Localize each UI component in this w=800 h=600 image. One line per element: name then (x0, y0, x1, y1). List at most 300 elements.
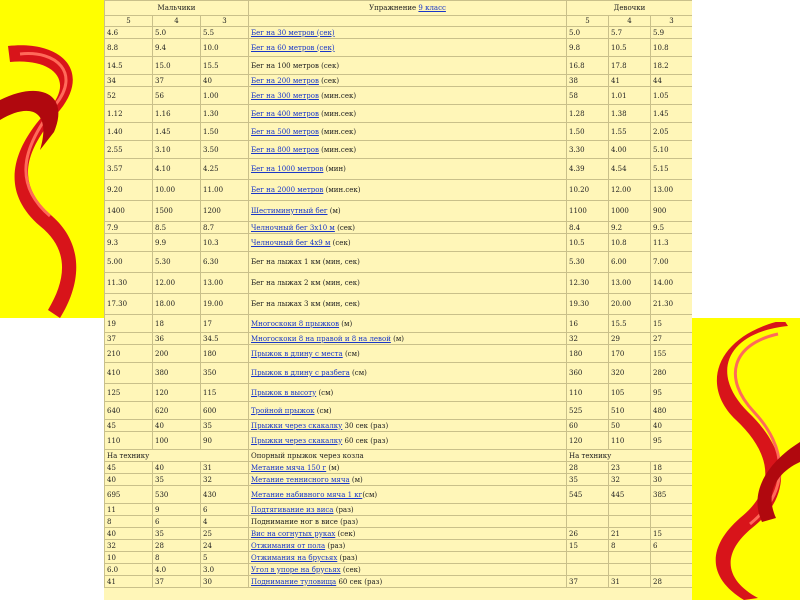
boys-grade-5-cell: 41 (105, 576, 153, 588)
table-row (105, 39, 693, 57)
table-row (105, 363, 693, 384)
exercise-link[interactable]: Подтягивание из виса (251, 505, 334, 514)
boys-grade-5-cell: 37 (105, 333, 153, 345)
red-ribbon-right-icon (688, 322, 800, 600)
table-row (105, 141, 693, 159)
boys-grade-5-cell: 6.0 (105, 564, 153, 576)
girls-grade-4-cell: 110 (609, 432, 651, 450)
boys-grade-4-cell: 28 (153, 540, 201, 552)
girls-grade-3-cell: 5.9 (651, 27, 693, 39)
grade-boys-5: 5 (105, 16, 153, 27)
boys-grade-4-cell: 40 (153, 420, 201, 432)
exercise-cell (249, 315, 567, 333)
girls-grade-3-cell: 15 (651, 528, 693, 540)
table-row (105, 123, 693, 141)
boys-grade-5-cell: 695 (105, 486, 153, 504)
girls-grade-3-cell: 13.00 (651, 180, 693, 201)
boys-grade-5-cell: 5.00 (105, 252, 153, 273)
boys-grade-4-cell: 12.00 (153, 273, 201, 294)
table-row (105, 552, 693, 564)
girls-grade-3-cell: 21.30 (651, 294, 693, 315)
girls-grade-4-cell: 4.00 (609, 141, 651, 159)
girls-grade-3-cell: 2.05 (651, 123, 693, 141)
boys-grade-3-cell: 32 (201, 474, 249, 486)
exercise-link[interactable]: Бег на 60 метров (сек) (251, 43, 335, 52)
girls-grade-4-cell: 8 (609, 540, 651, 552)
exercise-unit: Бег на 100 метров (сек) (251, 61, 340, 70)
boys-grade-4-cell: 15.0 (153, 57, 201, 75)
exercise-link[interactable]: Тройной прыжок (251, 406, 315, 415)
girls-grade-3-cell (651, 516, 693, 528)
girls-grade-5-cell: 120 (567, 432, 609, 450)
boys-grade-5-cell: 34 (105, 75, 153, 87)
boys-grade-5-cell: 2.55 (105, 141, 153, 159)
exercise-link[interactable]: Бег на 1000 метров (251, 165, 324, 173)
table-row (105, 57, 693, 75)
exercise-cell (249, 333, 567, 345)
girls-grade-4-cell: 20.00 (609, 294, 651, 315)
boys-grade-3-cell: 17 (201, 315, 249, 333)
table-row (105, 294, 693, 315)
girls-grade-3-cell (651, 504, 693, 516)
exercise-link[interactable]: Прыжок в длину с места (251, 349, 343, 358)
boys-grade-4-cell: 4.10 (153, 159, 201, 180)
exercise-link[interactable]: Бег на 2000 метров (251, 186, 324, 194)
girls-grade-5-cell (567, 552, 609, 564)
boys-grade-3-cell: 5.5 (201, 27, 249, 39)
boys-grade-5-cell: 11.30 (105, 273, 153, 294)
exercise-link[interactable]: Многоскоки 8 прыжков (251, 319, 340, 328)
exercise-cell (249, 345, 567, 363)
boys-grade-3-cell: 115 (201, 384, 249, 402)
girls-grade-3-cell: 900 (651, 201, 693, 222)
girls-grade-5-cell (567, 516, 609, 528)
boys-grade-5-cell: 9.20 (105, 180, 153, 201)
exercise-cell (249, 516, 567, 528)
table-row (105, 540, 693, 552)
boys-grade-4-cell: 4.0 (153, 564, 201, 576)
table-row (105, 402, 693, 420)
girls-grade-3-cell: 9.5 (651, 222, 693, 234)
exercise-link[interactable]: Метание набивного мяча 1 кг (251, 490, 363, 499)
boys-grade-3-cell: 90 (201, 432, 249, 450)
girls-grade-4-cell: 170 (609, 345, 651, 363)
boys-grade-5-cell: 640 (105, 402, 153, 420)
table-row (105, 273, 693, 294)
exercise-unit: (мин.сек) (318, 145, 357, 154)
boys-grade-4-cell: 8.5 (153, 222, 201, 234)
exercise-cell (249, 159, 567, 180)
boys-grade-3-cell: 180 (201, 345, 249, 363)
boys-grade-3-cell: 3.0 (201, 564, 249, 576)
girls-grade-5-cell: 9.8 (567, 39, 609, 57)
girls-grade-4-cell: 1.55 (609, 123, 651, 141)
grade-boys-4: 4 (153, 16, 201, 27)
exercise-cell (249, 474, 567, 486)
boys-grade-3-cell: 350 (201, 363, 249, 384)
girls-grade-5-cell: 38 (567, 75, 609, 87)
girls-grade-5-cell: 1.50 (567, 123, 609, 141)
exercise-cell (249, 27, 567, 39)
exercise-cell (249, 552, 567, 564)
table-row (105, 27, 693, 39)
exercise-link[interactable]: Метание мяча 150 г (251, 463, 327, 472)
boys-grade-5-cell: 52 (105, 87, 153, 105)
exercise-cell (249, 402, 567, 420)
boys-technique-cell: На технику (105, 450, 249, 462)
boys-grade-5-cell: 10 (105, 552, 153, 564)
girls-grade-5-cell: 110 (567, 384, 609, 402)
exercise-unit: (м) (326, 463, 340, 472)
girls-grade-3-cell: 280 (651, 363, 693, 384)
exercise-cell (249, 222, 567, 234)
boys-grade-3-cell: 5 (201, 552, 249, 564)
girls-grade-4-cell: 10.5 (609, 39, 651, 57)
girls-grade-5-cell: 525 (567, 402, 609, 420)
standards-sheet (104, 0, 692, 600)
boys-grade-5-cell: 3.57 (105, 159, 153, 180)
table-row (105, 384, 693, 402)
table-row (105, 576, 693, 588)
table-row (105, 159, 693, 180)
exercise-unit: Бег на лыжах 3 км (мин, сек) (251, 300, 360, 308)
girls-grade-4-cell: 13.00 (609, 273, 651, 294)
girls-grade-3-cell: 14.00 (651, 273, 693, 294)
boys-grade-3-cell: 24 (201, 540, 249, 552)
exercise-cell (249, 87, 567, 105)
exercise-link[interactable]: Метание теннисного мяча (251, 475, 350, 484)
exercise-unit: 60 сек (раз) (342, 436, 389, 445)
table-row (105, 564, 693, 576)
exercise-cell (249, 576, 567, 588)
exercise-unit: Бег на лыжах 1 км (мин, сек) (251, 258, 360, 266)
table-row (105, 474, 693, 486)
exercise-link[interactable]: Отжимания на брусьях (251, 553, 338, 562)
exercise-unit: 60 сек (раз) (336, 577, 383, 586)
boys-grade-4-cell: 380 (153, 363, 201, 384)
table-row (105, 450, 693, 462)
boys-grade-5-cell: 410 (105, 363, 153, 384)
girls-grade-4-cell: 17.8 (609, 57, 651, 75)
boys-grade-3-cell: 10.0 (201, 39, 249, 57)
girls-grade-5-cell: 5.30 (567, 252, 609, 273)
girls-grade-5-cell: 60 (567, 420, 609, 432)
exercise-link[interactable]: Прыжок в длину с разбега (251, 369, 350, 377)
girls-grade-4-cell: 12.00 (609, 180, 651, 201)
boys-grade-4-cell: 8 (153, 552, 201, 564)
table-row (105, 222, 693, 234)
girls-grade-5-cell: 35 (567, 474, 609, 486)
boys-grade-4-cell: 6 (153, 516, 201, 528)
boys-grade-3-cell: 34.5 (201, 333, 249, 345)
boys-grade-4-cell: 10.00 (153, 180, 201, 201)
exercise-link[interactable]: Вис на согнутых руках (251, 529, 336, 538)
exercise-link[interactable]: Бег на 500 метров (251, 127, 319, 136)
girls-grade-5-cell (567, 564, 609, 576)
girls-grade-5-cell: 15 (567, 540, 609, 552)
girls-grade-4-cell: 29 (609, 333, 651, 345)
exercise-link[interactable]: Бег на 400 метров (251, 109, 319, 118)
table-row (105, 345, 693, 363)
girls-grade-4-cell (609, 504, 651, 516)
exercise-cell (249, 432, 567, 450)
girls-grade-3-cell: 95 (651, 432, 693, 450)
exercise-unit: (см) (342, 349, 360, 358)
girls-grade-3-cell: 1.45 (651, 105, 693, 123)
exercise-unit: (м) (339, 319, 353, 328)
girls-grade-5-cell: 16 (567, 315, 609, 333)
exercise-link[interactable]: Шестиминутный бег (251, 207, 328, 215)
boys-grade-4-cell: 3.10 (153, 141, 201, 159)
exercise-cell (249, 180, 567, 201)
grade-girls-4: 4 (609, 16, 651, 27)
boys-grade-4-cell: 9.9 (153, 234, 201, 252)
girls-grade-4-cell: 1.38 (609, 105, 651, 123)
exercise-unit: (м) (390, 334, 404, 343)
girls-grade-5-cell: 16.8 (567, 57, 609, 75)
girls-grade-3-cell: 18 (651, 462, 693, 474)
boys-grade-5-cell: 210 (105, 345, 153, 363)
corner-white-bottom-left (0, 318, 104, 600)
boys-grade-4-cell: 18.00 (153, 294, 201, 315)
exercise-link[interactable]: Бег на 30 метров (сек) (251, 28, 335, 37)
exercise-unit: (раз) (333, 505, 354, 514)
boys-grade-3-cell: 25 (201, 528, 249, 540)
girls-grade-4-cell: 10.8 (609, 234, 651, 252)
table-row (105, 180, 693, 201)
girls-grade-3-cell: 30 (651, 474, 693, 486)
boys-grade-3-cell: 4 (201, 516, 249, 528)
exercise-unit: (см) (362, 490, 378, 499)
exercise-link[interactable]: Угол в упоре на брусьях (251, 565, 341, 574)
girls-grade-3-cell: 1.05 (651, 87, 693, 105)
table-row (105, 462, 693, 474)
table-row (105, 420, 693, 432)
boys-grade-5-cell: 8.8 (105, 39, 153, 57)
exercise-unit: (мин.сек) (318, 127, 357, 136)
exercise-link[interactable]: Прыжки через скакалку (251, 436, 343, 445)
girls-grade-4-cell (609, 564, 651, 576)
boys-grade-4-cell: 36 (153, 333, 201, 345)
boys-grade-3-cell: 10.3 (201, 234, 249, 252)
boys-grade-5-cell: 14.5 (105, 57, 153, 75)
table-row (105, 234, 693, 252)
exercise-link[interactable]: Прыжок в высоту (251, 388, 317, 397)
girls-grade-5-cell: 5.0 (567, 27, 609, 39)
boys-grade-3-cell: 1.30 (201, 105, 249, 123)
exercise-unit: (сек) (330, 238, 351, 247)
exercise-cell (249, 201, 567, 222)
table-row (105, 87, 693, 105)
exercise-link[interactable]: Поднимание туловища (251, 577, 337, 586)
boys-grade-4-cell: 1.16 (153, 105, 201, 123)
exercise-link[interactable]: Бег на 300 метров (251, 91, 319, 100)
exercise-unit: (раз) (337, 553, 358, 562)
boys-grade-4-cell: 18 (153, 315, 201, 333)
exercise-unit: (мин.сек) (323, 186, 361, 194)
girls-grade-5-cell: 10.20 (567, 180, 609, 201)
exercise-cell (249, 486, 567, 504)
table-row (105, 252, 693, 273)
boys-grade-3-cell: 3.50 (201, 141, 249, 159)
girls-grade-3-cell: 15 (651, 315, 693, 333)
table-header-row (105, 1, 693, 16)
girls-grade-4-cell: 445 (609, 486, 651, 504)
girls-grade-5-cell: 3.30 (567, 141, 609, 159)
boys-grade-3-cell: 6.30 (201, 252, 249, 273)
boys-grade-4-cell: 35 (153, 474, 201, 486)
boys-grade-5-cell: 1.40 (105, 123, 153, 141)
boys-grade-5-cell: 1.12 (105, 105, 153, 123)
girls-grade-5-cell: 32 (567, 333, 609, 345)
girls-grade-3-cell: 28 (651, 576, 693, 588)
exercise-link[interactable]: Многоскоки 8 на правой и 8 на левой (251, 334, 391, 343)
girls-grade-4-cell: 23 (609, 462, 651, 474)
exercise-unit: (м) (349, 475, 363, 484)
exercise-unit: 30 сек (раз) (342, 421, 389, 430)
boys-grade-4-cell: 5.0 (153, 27, 201, 39)
boys-grade-3-cell: 35 (201, 420, 249, 432)
exercise-cell (249, 39, 567, 57)
girls-grade-4-cell: 510 (609, 402, 651, 420)
girls-grade-5-cell: 360 (567, 363, 609, 384)
exercise-cell (249, 75, 567, 87)
boys-grade-4-cell: 9.4 (153, 39, 201, 57)
girls-grade-4-cell: 50 (609, 420, 651, 432)
exercise-cell (249, 564, 567, 576)
boys-grade-4-cell: 1500 (153, 201, 201, 222)
girls-grade-4-cell: 31 (609, 576, 651, 588)
girls-grade-4-cell: 1.01 (609, 87, 651, 105)
girls-grade-4-cell: 9.2 (609, 222, 651, 234)
girls-grade-5-cell: 58 (567, 87, 609, 105)
exercise-cell (249, 234, 567, 252)
boys-grade-4-cell: 620 (153, 402, 201, 420)
boys-grade-4-cell: 37 (153, 576, 201, 588)
girls-grade-4-cell: 32 (609, 474, 651, 486)
table-row (105, 105, 693, 123)
exercise-cell (249, 528, 567, 540)
exercise-unit: (см) (349, 369, 367, 377)
girls-grade-4-cell: 105 (609, 384, 651, 402)
exercise-cell (249, 363, 567, 384)
girls-grade-5-cell: 180 (567, 345, 609, 363)
boys-grade-5-cell: 7.9 (105, 222, 153, 234)
exercise-cell (249, 123, 567, 141)
corner-white-top-right (688, 0, 800, 318)
boys-grade-3-cell: 19.00 (201, 294, 249, 315)
standards-table (104, 0, 692, 588)
girls-grade-3-cell: 7.00 (651, 252, 693, 273)
exercise-unit: (мин.сек) (318, 109, 357, 118)
girls-grade-5-cell: 1100 (567, 201, 609, 222)
exercise-link[interactable]: Бег на 800 метров (251, 145, 319, 154)
girls-grade-4-cell (609, 516, 651, 528)
boys-grade-3-cell: 6 (201, 504, 249, 516)
girls-grade-3-cell: 5.15 (651, 159, 693, 180)
boys-grade-5-cell: 125 (105, 384, 153, 402)
grades-row (105, 16, 693, 27)
boys-grade-5-cell: 17.30 (105, 294, 153, 315)
exercise-unit: (м) (327, 207, 341, 215)
girls-grade-5-cell: 19.30 (567, 294, 609, 315)
boys-grade-4-cell: 56 (153, 87, 201, 105)
exercise-cell (249, 141, 567, 159)
girls-grade-5-cell: 37 (567, 576, 609, 588)
boys-grade-4-cell: 40 (153, 462, 201, 474)
exercise-unit: (мин.сек) (318, 91, 357, 100)
girls-grade-4-cell (609, 552, 651, 564)
boys-grade-4-cell: 35 (153, 528, 201, 540)
exercise-unit: (раз) (325, 541, 346, 550)
girls-grade-4-cell: 15.5 (609, 315, 651, 333)
table-row (105, 516, 693, 528)
exercise-cell (249, 294, 567, 315)
exercise-link[interactable]: Челночный бег 3х10 м (251, 223, 335, 232)
boys-grade-5-cell: 45 (105, 462, 153, 474)
exercise-link[interactable]: Отжимания от пола (251, 541, 326, 550)
girls-grade-3-cell: 155 (651, 345, 693, 363)
grade-spacer (249, 16, 567, 27)
boys-grade-5-cell: 40 (105, 528, 153, 540)
girls-grade-4-cell: 21 (609, 528, 651, 540)
exercise-unit: (сек) (318, 76, 340, 85)
exercise-link[interactable]: Бег на 200 метров (251, 76, 319, 85)
girls-grade-3-cell (651, 552, 693, 564)
table-row (105, 486, 693, 504)
boys-grade-5-cell: 40 (105, 474, 153, 486)
boys-grade-5-cell: 32 (105, 540, 153, 552)
exercise-cell (249, 105, 567, 123)
girls-grade-5-cell: 1.28 (567, 105, 609, 123)
boys-grade-3-cell: 11.00 (201, 180, 249, 201)
girls-grade-3-cell: 385 (651, 486, 693, 504)
girls-grade-4-cell: 320 (609, 363, 651, 384)
girls-grade-5-cell: 8.4 (567, 222, 609, 234)
grade-link[interactable]: 9 класс (418, 4, 446, 12)
girls-grade-3-cell: 11.3 (651, 234, 693, 252)
exercise-unit: (мин) (323, 165, 346, 173)
boys-grade-4-cell: 5.30 (153, 252, 201, 273)
exercise-cell (249, 57, 567, 75)
exercise-link[interactable]: Челночный бег 4х9 м (251, 238, 331, 247)
grade-girls-5: 5 (567, 16, 609, 27)
exercise-cell (249, 504, 567, 516)
girls-grade-3-cell: 44 (651, 75, 693, 87)
exercise-cell (249, 384, 567, 402)
boys-grade-3-cell: 31 (201, 462, 249, 474)
girls-grade-4-cell: 41 (609, 75, 651, 87)
boys-grade-3-cell: 30 (201, 576, 249, 588)
girls-grade-3-cell (651, 564, 693, 576)
table-row (105, 75, 693, 87)
girls-grade-4-cell: 1000 (609, 201, 651, 222)
boys-grade-4-cell: 1.45 (153, 123, 201, 141)
boys-grade-3-cell: 600 (201, 402, 249, 420)
girls-grade-5-cell: 28 (567, 462, 609, 474)
girls-grade-3-cell: 480 (651, 402, 693, 420)
boys-grade-3-cell: 1.00 (201, 87, 249, 105)
boys-grade-4-cell: 9 (153, 504, 201, 516)
girls-grade-5-cell: 4.39 (567, 159, 609, 180)
girls-grade-3-cell: 6 (651, 540, 693, 552)
red-ribbon-left-icon (0, 40, 104, 320)
table-row (105, 333, 693, 345)
exercise-cell (249, 450, 567, 462)
boys-grade-3-cell: 1200 (201, 201, 249, 222)
exercise-link[interactable]: Прыжки через скакалку (251, 421, 343, 430)
girls-grade-3-cell: 5.10 (651, 141, 693, 159)
